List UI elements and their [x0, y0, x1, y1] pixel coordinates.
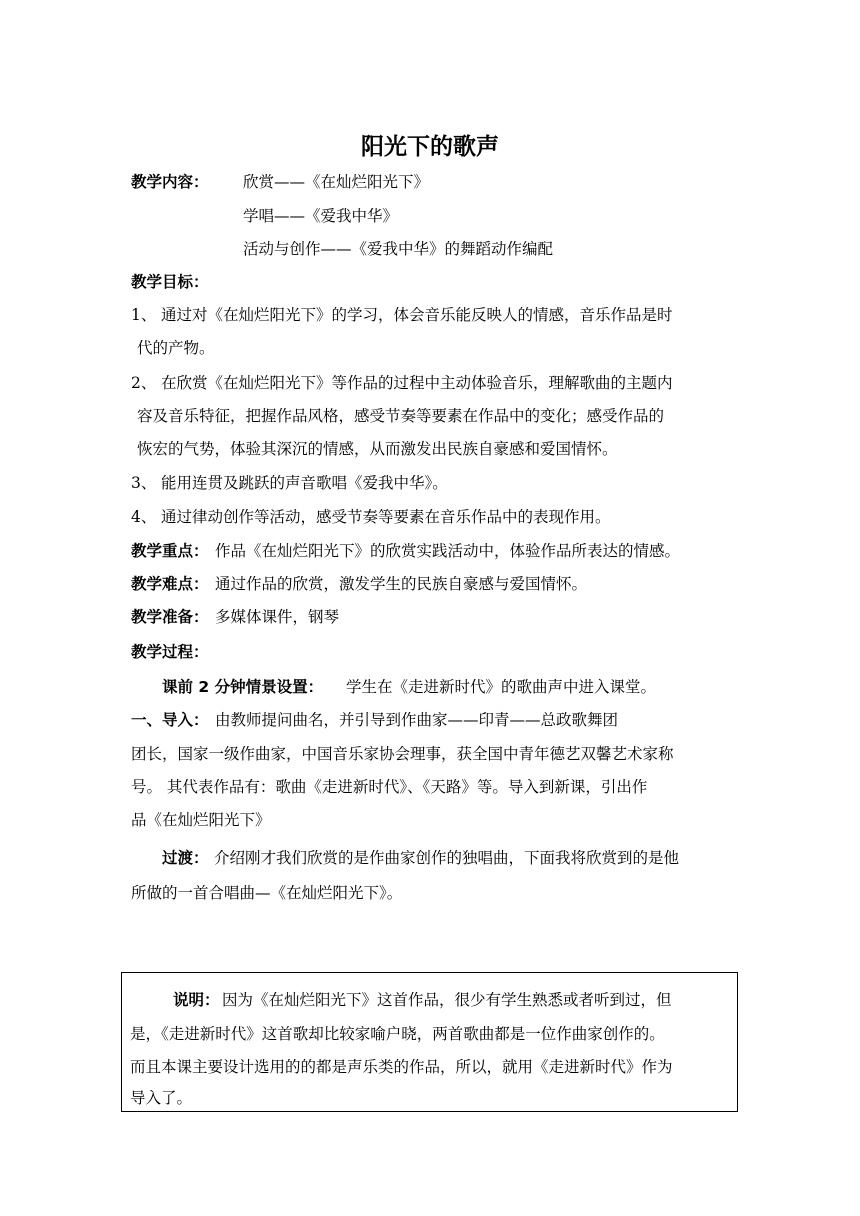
warmup-text: 学生在《走进新时代》的歌曲声中进入课堂。: [346, 678, 657, 696]
difficulty-text: 通过作品的欣赏，激发学生的民族自豪感与爱国情怀。: [215, 575, 588, 593]
content-label: 教学内容：: [131, 173, 209, 191]
prep-text: 多媒体课件，钢琴: [215, 608, 340, 626]
content-item: 欣赏——《在灿烂阳光下》: [243, 173, 430, 191]
content-item: 学唱——《爱我中华》: [243, 207, 399, 225]
intro-text: 号。 其代表作品有：歌曲《走进新时代》、《天路》等。导入到新课，引出作: [131, 778, 648, 796]
transition-text: 介绍刚才我们欣赏的是作曲家创作的独唱曲，下面我将欣赏到的是他: [214, 849, 680, 867]
transition-text: 所做的一首合唱曲—《在灿烂阳光下》。: [131, 884, 403, 902]
note-box: [121, 972, 738, 1112]
note-text: 而且本课主要设计选用的的都是声乐类的作品，所以，就用《走进新时代》作为: [130, 1058, 673, 1076]
process-label: 教学过程：: [131, 643, 209, 661]
intro-text: 品《在灿烂阳光下》: [131, 811, 271, 829]
intro-label: 一、导入：: [131, 711, 209, 729]
transition-label: 过渡：: [162, 849, 209, 867]
intro-text: 团长，国家一级作曲家，中国音乐家协会理事，获全国中青年德艺双馨艺术家称: [131, 745, 674, 763]
goal-text: 容及音乐特征，把握作品风格，感受节奏等要素在作品中的变化；感受作品的: [137, 407, 665, 425]
goal-text: 代的产物。: [137, 339, 215, 357]
note-text: 因为《在灿烂阳光下》这首作品，很少有学生熟悉或者听到过，但: [222, 991, 672, 1009]
content-item: 活动与创作——《爱我中华》的舞蹈动作编配: [243, 240, 554, 258]
key-point-label: 教学重点：: [131, 542, 209, 560]
goal-text: 能用连贯及跳跃的声音歌唱《爱我中华》。: [161, 474, 448, 492]
goal-text: 通过对《在灿烂阳光下》的学习，体会音乐能反映人的情感，音乐作品是时: [161, 306, 673, 324]
goal-text: 通过律动创作等活动，感受节奏等要素在音乐作品中的表现作用。: [161, 508, 611, 526]
note-text: 导入了。: [130, 1089, 193, 1107]
page-title: 阳光下的歌声: [361, 134, 499, 160]
note-text: 是，《走进新时代》这首歌却比较家喻户晓，两首歌曲都是一位作曲家创作的。: [130, 1025, 665, 1043]
note-label: 说明：: [173, 991, 220, 1009]
warmup-label: 课前 2 分钟情景设置：: [162, 678, 324, 696]
key-point-text: 作品《在灿烂阳光下》的欣赏实践活动中，体验作品所表达的情感。: [215, 542, 681, 560]
goal-number: 4、: [131, 508, 157, 526]
goal-text: 恢宏的气势，体验其深沉的情感，从而激发出民族自豪感和爱国情怀。: [137, 440, 618, 458]
goal-number: 1、: [131, 306, 157, 324]
goals-label: 教学目标：: [131, 273, 209, 291]
goal-number: 3、: [131, 474, 157, 492]
goal-number: 2、: [131, 374, 157, 392]
prep-label: 教学准备：: [131, 608, 209, 626]
difficulty-label: 教学难点：: [131, 575, 209, 593]
intro-text: 由教师提问曲名，并引导到作曲家——印青——总政歌舞团: [215, 711, 619, 729]
goal-text: 在欣赏《在灿烂阳光下》等作品的过程中主动体验音乐，理解歌曲的主题内: [161, 374, 673, 392]
